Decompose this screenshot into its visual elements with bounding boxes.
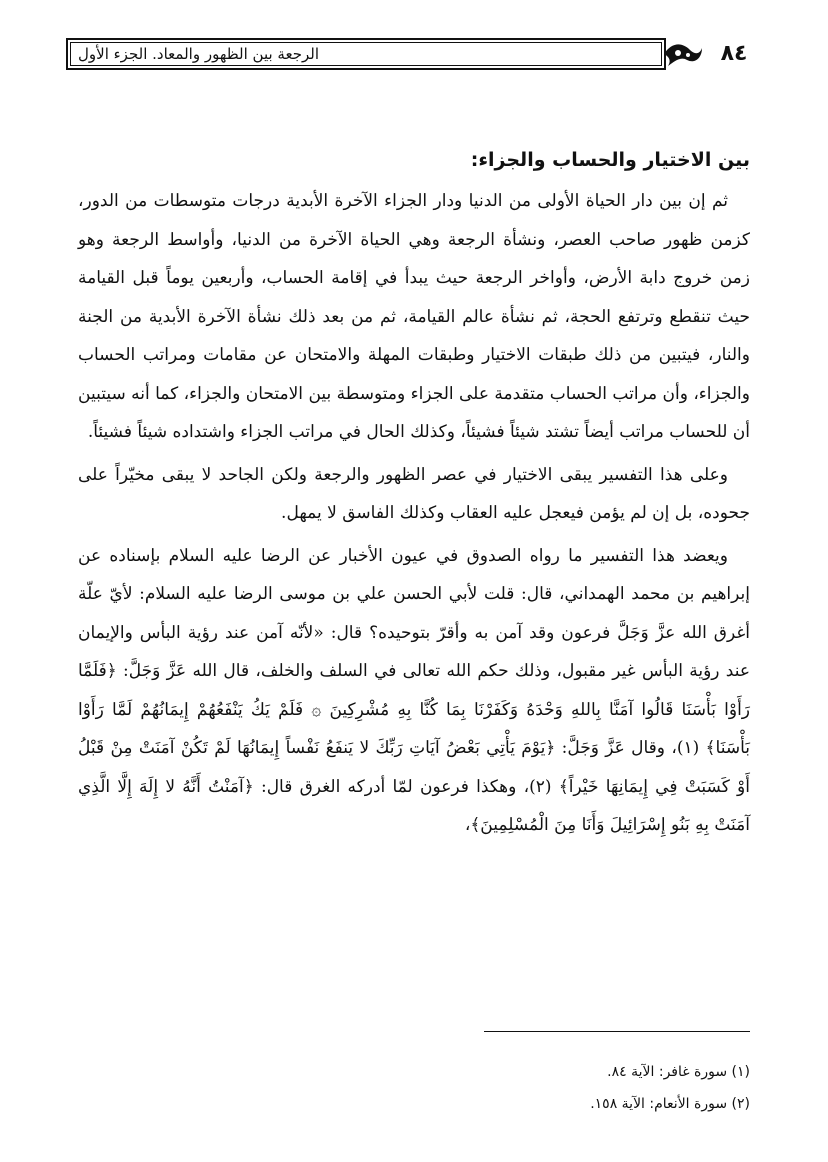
page-number: ٨٤ [720,41,748,66]
running-title-frame [66,38,666,70]
paragraph: ثم إن بين دار الحياة الأولى من الدنيا ودار الجزاء الآخرة الأبدية درجات متوسطات من الدور، كزمن ظهور صاحب العصر، ونشأة الرجعة وهي الحياة الآخرة من الدنيا، وأواسط الرجعة وهو زمن خروج دابة الأرض، وأواخر الرجعة حيث يبدأ في إقامة الحساب، وأربعين يوماً قبل القيامة حيث تنقطع وترتفع الحجة، ثم نشأة عالم القيامة، ثم من بعد ذلك نشأة الآخرة الأبدية من الجنة والنار، فيتبين من ذلك طبقات الاختيار وطبقات المهلة والامتحان عن مقامات ومراتب الحساب والجزاء، وأن مراتب الحساب متقدمة على الجزاء ومتوسطة بين الامتحان والجزاء، كما أنه سيتبين أن للحساب مراتب أيضاً تشتد شيئاً فشيئاً، وكذلك الحال في مراتب الجزاء واشتداده شيئاً فشيئاً. [78,191,750,442]
footnote-item: (٢) سورة الأنعام: الآية ١٥٨. [590,1096,750,1112]
main-content [78,140,750,845]
page-header [66,32,756,76]
section-heading: بين الاختيار والحساب والجزاء: [470,149,750,171]
paragraph: ويعضد هذا التفسير ما رواه الصدوق في عيون الأخبار عن الرضا عليه السلام بإسناده عن إبراهيم بن محمد الهمداني، قال: قلت لأبي الحسن علي بن موسى الرضا عليه السلام: لأيّ علّة أغرق الله عزَّ وَجَلَّ فرعون وقد آمن به وأقرّ بتوحيده؟ قال: «لأنّه آمن عند رؤية البأس والإيمان عند رؤية البأس غير مقبول، وذلك حكم الله تعالى في السلف والخلف، قال الله عَزَّ وَجَلَّ: ﴿فَلَمَّا رَأَوْا بَأْسَنَا قَالُوا آمَنَّا بِاللهِ وَحْدَهُ وَكَفَرْنَا بِمَا كُنَّا بِهِ مُشْرِكِينَ ۞ فَلَمْ يَكُ يَنْفَعُهُمْ إِيمَانُهُمْ لَمَّا رَأَوْا بَأْسَنَا﴾ (١)، وقال عَزَّ وَجَلَّ: ﴿يَوْمَ يَأْتِي بَعْضُ آيَاتِ رَبِّكَ لا يَنفَعُ نَفْساً إِيمَانُهَا لَمْ تَكُنْ آمَنَتْ مِنْ قَبْلُ أَوْ كَسَبَتْ فِي إِيمَانِهَا خَيْراً﴾ (٢)، وهكذا فرعون لمّا أدركه الغرق قال: ﴿آمَنْتُ أَنَّهُ لا إِلَهَ إِلَّا الَّذِي آمَنَتْ بِهِ بَنُو إِسْرَائِيلَ وَأَنَا مِنَ الْمُسْلِمِينَ﴾، [78,545,750,835]
running-title: الرجعة بين الظهور والمعاد. الجزء الأول [78,45,319,63]
ornament-icon [662,36,704,72]
footnotes [78,1056,750,1120]
paragraph: وعلى هذا التفسير يبقى الاختيار في عصر الظهور والرجعة ولكن الجاحد لا يبقى مخيّراً على جحوده، بل إن لم يؤمن فيعجل عليه العقاب وكذلك الفاسق لا يمهل. [78,464,750,523]
footnote-item: (١) سورة غافر: الآية ٨٤. [607,1064,750,1080]
footnote-divider [484,1031,750,1032]
